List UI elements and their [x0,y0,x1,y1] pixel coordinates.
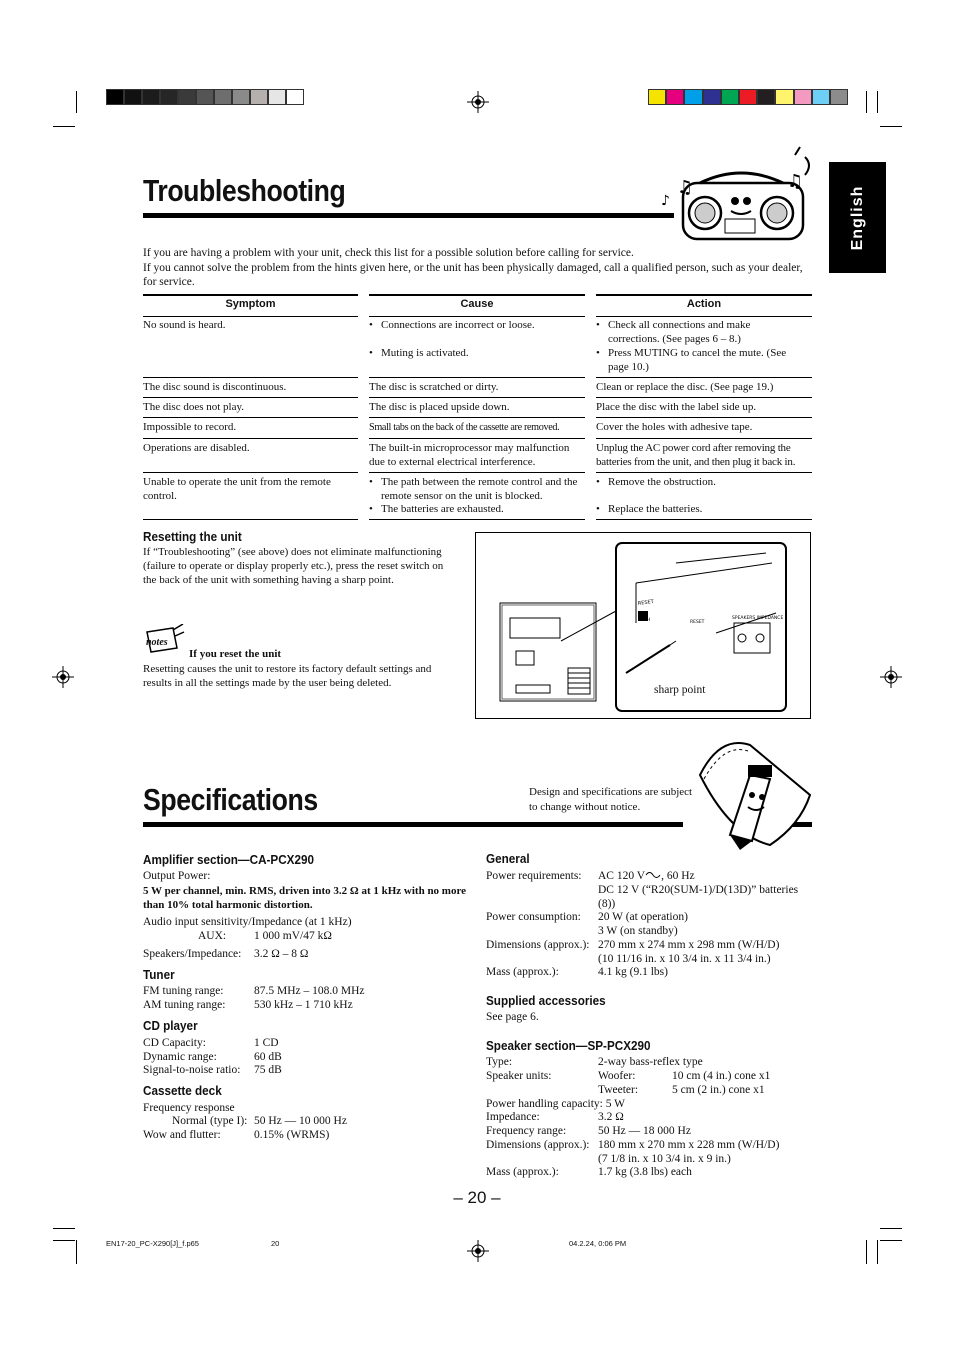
snr-value: 75 dB [254,1064,282,1076]
frequency-response-label: Frequency response [143,1102,235,1114]
table-cell-action: Place the disc with the label side up. [596,401,757,413]
speaker-dimensions-imperial: (7 1/8 in. x 10 3/4 in. x 9 in.) [598,1153,731,1165]
frequency-range-label: Frequency range: [486,1125,567,1137]
svg-text:♫: ♫ [787,171,804,192]
dimensions-label: Dimensions (approx.): [486,939,590,951]
woofer-value: 10 cm (4 in.) cone x1 [672,1070,771,1082]
mass-label: Mass (approx.): [486,966,559,978]
aux-value: 1 000 mV/47 kΩ [254,930,332,942]
speakers-impedance-value: 3.2 Ω – 8 Ω [254,948,309,960]
speaker-mass-value: 1.7 kg (3.8 lbs) each [598,1166,692,1178]
troubleshooting-intro-2: If you cannot solve the problem from the hints given here, or the unit has been physically damaged, call a qualified person, such as your dealer, for service. [143,262,803,288]
power-consumption-operation: 20 W (at operation) [598,911,688,923]
normal-type-label: Normal (type I): [172,1115,248,1127]
cd-capacity-label: CD Capacity: [143,1037,206,1049]
speaker-impedance-value: 3.2 Ω [598,1111,624,1123]
accessories-text: See page 6. [486,1011,539,1023]
note-text: Resetting causes the unit to restore its factory default settings and results in all the settings made by the user being deleted. [143,663,432,689]
title-underline [143,822,683,827]
reset-label: RESET [637,598,655,607]
amplifier-section-title: Amplifier section—CA-PCX290 [143,852,314,867]
column-header-cause: Cause [460,298,494,310]
mass-value: 4.1 kg (9.1 lbs) [598,966,668,978]
tuner-section-title: Tuner [143,967,175,982]
table-cell-action: Unplug the AC power cord after removing the batteries from the unit, and then plug it back in. [596,442,796,468]
cassette-section-title: Cassette deck [143,1083,222,1098]
wow-flutter-label: Wow and flutter: [143,1129,221,1141]
woofer-label: Woofer: [598,1070,636,1082]
speaker-dimensions-label: Dimensions (approx.): [486,1139,590,1151]
table-cell-action: • Check all connections and make corrections. (See pages 6 – 8.) [596,319,784,346]
troubleshooting-title: Troubleshooting [143,173,346,208]
speaker-impedance-label: Impedance: [486,1111,540,1123]
svg-text:♫: ♫ [677,177,694,198]
registration-mark-icon [467,1240,489,1262]
pencil-mascot-illustration [690,735,815,855]
power-ac-prefix: AC 120 V [598,870,646,882]
color-swatch [178,89,196,105]
speaker-mass-label: Mass (approx.): [486,1166,559,1178]
table-cell-cause: • The path between the remote control and the remote sensor on the unit is blocked. [369,476,585,503]
cd-capacity-value: 1 CD [254,1037,279,1049]
color-swatch [830,89,848,105]
dynamic-range-value: 60 dB [254,1051,282,1063]
specifications-title: Specifications [143,782,318,817]
table-cell-symptom: Unable to operate the unit from the remote control. [143,476,331,502]
reset-figure [475,532,811,719]
general-section-title: General [486,851,530,866]
reset-section-title: Resetting the unit [143,529,242,544]
output-power-label: Output Power: [143,870,211,882]
table-cell-symptom: The disc does not play. [143,401,245,413]
table-cell-symptom: The disc sound is discontinuous. [143,381,287,393]
am-range-value: 530 kHz – 1 710 kHz [254,999,353,1011]
fm-range-value: 87.5 MHz – 108.0 MHz [254,985,365,997]
fm-range-label: FM tuning range: [143,985,224,997]
color-swatch [232,89,250,105]
title-underline [143,213,674,218]
color-swatch [196,89,214,105]
table-cell-symptom: Operations are disabled. [143,442,250,454]
table-cell-cause: • Connections are incorrect or loose. [369,319,585,333]
table-cell-cause: Small tabs on the back of the cassette are removed. [369,422,560,433]
color-swatch [268,89,286,105]
audio-input-label: Audio input sensitivity/Impedance (at 1 kHz) [143,916,352,928]
dimensions-metric: 270 mm x 274 mm x 298 mm (W/H/D) [598,939,780,951]
table-cell-cause: The disc is placed upside down. [369,401,510,413]
registration-mark-icon [52,666,74,688]
figure-caption: sharp point [654,684,706,696]
footer-page: 20 [271,1239,280,1248]
column-header-action: Action [686,298,722,310]
color-swatch [684,89,702,105]
svg-text:♪: ♪ [661,193,670,209]
speaker-section-title: Speaker section—SP-PCX290 [486,1038,651,1053]
power-consumption-standby: 3 W (on standby) [598,925,678,937]
am-range-label: AM tuning range: [143,999,226,1011]
tweeter-value: 5 cm (2 in.) cone x1 [672,1084,765,1096]
language-tab-label: English [848,185,866,250]
color-swatch [757,89,775,105]
dimensions-imperial: (10 11/16 in. x 10 3/4 in. x 11 3/4 in.) [598,953,771,965]
color-swatch [160,89,178,105]
accessories-section-title: Supplied accessories [486,993,606,1008]
cd-section-title: CD player [143,1018,198,1033]
registration-mark-icon [880,666,902,688]
notes-label: notes [146,637,168,648]
table-cell-action: • Replace the batteries. [596,503,812,517]
color-swatch [106,89,124,105]
color-swatch [703,89,721,105]
registration-mark-icon [467,91,489,113]
power-requirements-dc: DC 12 V (“R20(SUM-1)/D(13D)” batteries (8)) [598,884,799,910]
color-swatch [142,89,160,105]
color-swatch [286,89,304,105]
table-cell-cause: The built-in microprocessor may malfunction due to external electrical interference. [369,442,570,468]
power-handling: Power handling capacity: 5 W [486,1098,626,1110]
aux-label: AUX: [198,930,227,942]
color-swatch [666,89,684,105]
note-title: If you reset the unit [189,648,282,660]
color-swatch [721,89,739,105]
power-ac-suffix: , 60 Hz [661,870,695,882]
table-cell-cause: • Muting is activated. [369,347,585,361]
color-swatch [124,89,142,105]
speaker-units-label: Speaker units: [486,1070,552,1082]
reset-section-text: If “Troubleshooting” (see above) does not eliminate malfunctioning (failure to operate or display properly etc.), press the reset switch on the back of the unit with something having a sharp point. [143,546,444,586]
color-swatch [214,89,232,105]
language-tab [829,162,886,273]
table-cell-action: Cover the holes with adhesive tape. [596,421,753,433]
speaker-dimensions-metric: 180 mm x 270 mm x 228 mm (W/H/D) [598,1139,780,1151]
figure-speakers-label: SPEAKERS IMPEDANCE [732,616,784,621]
color-swatch [739,89,757,105]
power-requirements-label: Power requirements: [486,870,582,882]
color-swatch [812,89,830,105]
color-swatch [648,89,666,105]
unit-rear-illustration [476,533,812,720]
table-cell-action: Clean or replace the disc. (See page 19.) [596,381,774,393]
snr-label: Signal-to-noise ratio: [143,1064,241,1076]
output-power-value: 5 W per channel, min. RMS, driven into 3.2 Ω at 1 kHz with no more than 10% total harmonic distortion. [143,885,467,911]
table-cell-action: • Press MUTING to cancel the mute. (See page 10.) [596,347,792,374]
color-swatch [794,89,812,105]
specifications-notice: Design and specifications are subject to change without notice. [529,786,693,813]
tweeter-label: Tweeter: [598,1084,639,1096]
speaker-type-label: Type: [486,1056,513,1068]
wow-flutter-value: 0.15% (WRMS) [254,1129,330,1141]
color-swatch [250,89,268,105]
figure-push-label: PUSH [638,618,651,623]
troubleshooting-intro-1: If you are having a problem with your unit, check this list for a possible solution before calling for service. [143,247,634,259]
footer-date: 04.2.24, 0:06 PM [569,1239,627,1248]
table-cell-action: • Remove the obstruction. [596,476,812,490]
speaker-type-value: 2-way bass-reflex type [598,1056,703,1068]
color-swatch [775,89,793,105]
power-requirements-ac [598,869,695,883]
speakers-impedance-label: Speakers/Impedance: [143,948,242,960]
frequency-range-value: 50 Hz — 18 000 Hz [598,1125,691,1137]
ac-wave-icon [645,871,661,879]
dynamic-range-label: Dynamic range: [143,1051,217,1063]
table-cell-cause: The disc is scratched or dirty. [369,381,499,393]
normal-type-value: 50 Hz — 10 000 Hz [254,1115,347,1127]
footer-filename: EN17-20_PC-X290[J]_f.p65 [106,1239,199,1248]
page-number: – 20 – [453,1188,501,1207]
power-consumption-label: Power consumption: [486,911,581,923]
column-header-symptom: Symptom [225,298,276,310]
boombox-illustration [655,145,815,245]
table-cell-symptom: No sound is heard. [143,319,226,331]
table-cell-cause: • The batteries are exhausted. [369,503,585,517]
table-cell-symptom: Impossible to record. [143,421,237,433]
figure-reset-label: RESET [690,620,705,625]
